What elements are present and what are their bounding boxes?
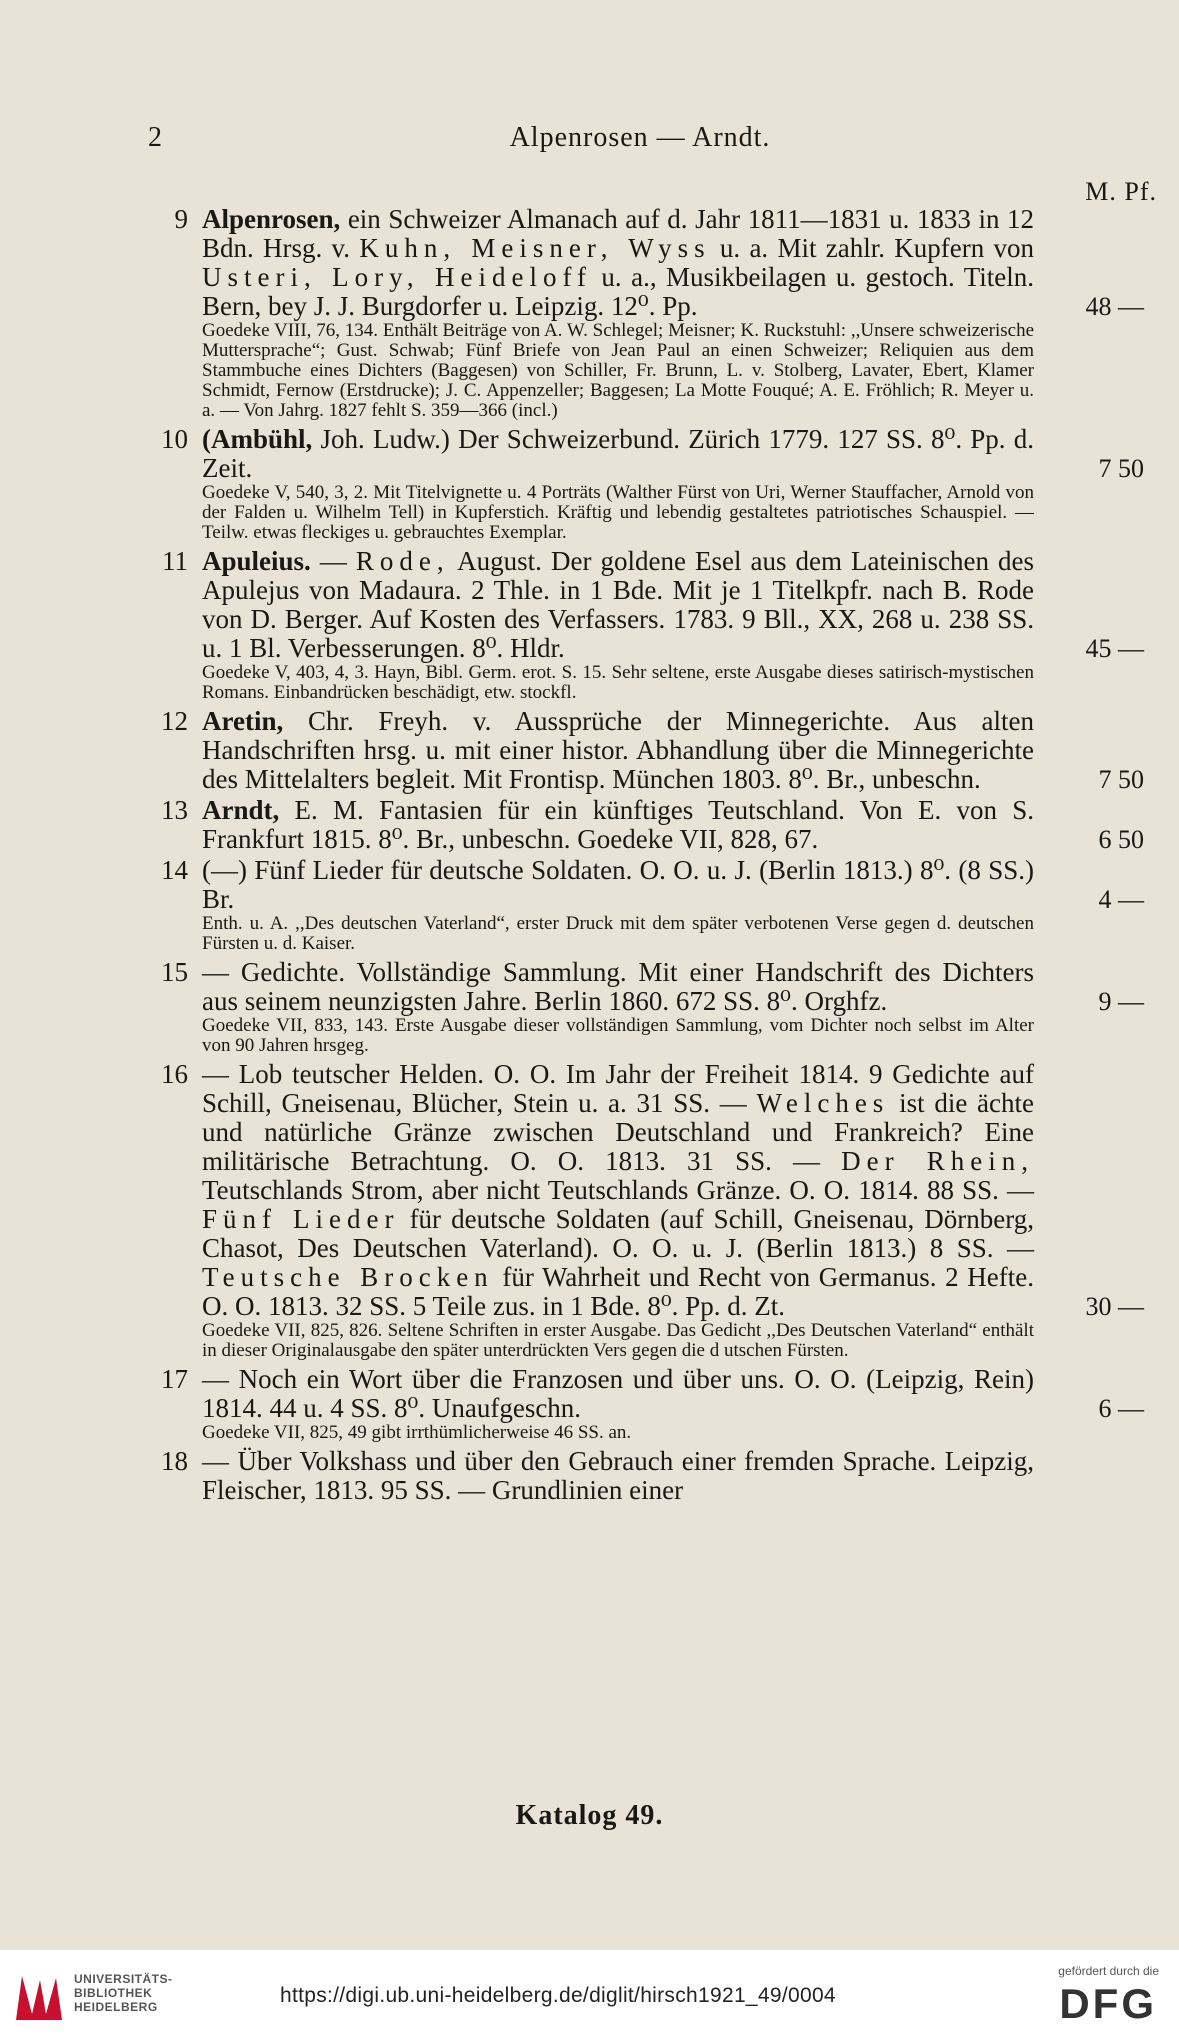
entry-description (202, 856, 1034, 914)
entry-number: 14 (161, 855, 188, 885)
catalog-entries (148, 205, 1144, 1507)
permalink-url[interactable]: https://digi.ub.uni-heidelberg.de/diglit/hirsch1921_49/0004 (280, 1984, 836, 2007)
entry-spaced-text: Rode, (355, 546, 450, 576)
entry-price: 7 50 (1098, 765, 1144, 794)
entry-description (202, 1447, 1034, 1505)
entry-text: für Wahrheit und Recht von Germanus. 2 Hefte. O. O. 1813. 32 SS. 5 Teile zus. in 1 Bde. 8⁰. Pp. d. Zt. (202, 1262, 1034, 1321)
entry-description (202, 958, 1034, 1016)
entry-text: — Über Volkshass und über den Gebrauch einer fremden Sprache. Leipzig, Fleischer, 1813. 95 SS. — Grundlinien einer (202, 1446, 1034, 1505)
page-number: 2 (148, 122, 162, 153)
entry-note: Goedeke VIII, 76, 134. Enthält Beiträge von A. W. Schlegel; Meisner; K. Ruckstuhl: ,,Unsere schweizerische Muttersprache“; Gust. Schwab; Fünf Briefe von Jean Paul an einen Schweizer; Reliquien aus dem Stammbuche eines Dichters (Baggesen) von Schiller, Fr. Brunn, L. v. Stolberg, Lavater, Ebert, Klamer Schmidt, Fernow (Erstdrucke); J. C. Appenzeller; Baggesen; La Motte Fouqué; A. E. Fröhlich; R. Meyer u. a. — Von Jahrg. 1827 fehlt S. 359—366 (incl.) (202, 320, 1034, 421)
catalog-entry (148, 425, 1144, 545)
entry-author: Aretin, (202, 706, 284, 736)
entry-price: 45 — (1085, 634, 1144, 663)
currency-label: M. Pf. (1085, 177, 1157, 206)
entry-note: Enth. u. A. ,,Des deutschen Vaterland“, erster Druck mit dem später verbotenen Verse gegen d. deutschen Fürsten u. d. Kaiser. (202, 913, 1034, 954)
catalog-label: Katalog 49. (515, 1800, 664, 1831)
entry-price: 30 — (1085, 1292, 1144, 1321)
entry-spaced-text: Usteri, Lory, Heideloff (202, 262, 593, 292)
funding-text: gefördert durch die (1058, 1964, 1159, 1978)
entry-description (202, 1060, 1034, 1321)
entry-note: Goedeke V, 540, 3, 2. Mit Titelvignette u. 4 Porträts (Walther Fürst von Uri, Werner Stauffacher, Arnold von der Falden u. Wilhelm Tell) in Kupferstich. Kräftig und lebendig gestaltetes patriotisches Schauspiel. — Teilw. etwas fleckiges u. gebrauchtes Exemplar. (202, 482, 1034, 543)
catalog-entry (148, 707, 1144, 794)
catalog-entry (148, 1060, 1144, 1363)
entry-text: ein Schweizer Almanach auf d. Jahr 1811—1831 u. 1833 in 12 Bdn. Hrsg. v. (202, 204, 1034, 263)
entry-text: ist die ächte und natürliche Gränze zwischen Deutschland und Frankreich? Eine militärische Betrachtung. O. O. 1813. 31 SS. — (202, 1088, 1034, 1176)
entry-spaced-text: Der Rhein, (841, 1146, 1034, 1176)
catalog-entry (148, 1365, 1144, 1445)
entry-number: 17 (161, 1364, 188, 1394)
entry-text: — (310, 546, 356, 576)
catalog-entry (148, 856, 1144, 956)
entry-author: Arndt, (202, 795, 280, 825)
entry-note: Goedeke VII, 825, 49 gibt irrthümlicherweise 46 SS. an. (202, 1422, 632, 1443)
entry-description (202, 796, 1034, 854)
entry-description (202, 205, 1034, 321)
entry-description (202, 1365, 1034, 1423)
entry-price: 48 — (1085, 292, 1144, 321)
catalog-entry (148, 205, 1144, 423)
university-library-logo-icon (12, 1970, 66, 2024)
library-line-3: HEIDELBERG (74, 2000, 158, 2014)
entry-price: 6 — (1098, 1394, 1144, 1423)
entry-author: Alpenrosen, (202, 204, 341, 234)
entry-description (202, 547, 1034, 663)
entry-author: (Ambühl, (202, 424, 313, 454)
library-line-1: UNIVERSITÄTS- (74, 1972, 173, 1986)
entry-number: 16 (161, 1059, 188, 1089)
entry-number: 12 (161, 706, 188, 736)
library-name (74, 1972, 173, 2014)
entry-price: 6 50 (1098, 825, 1144, 854)
entry-author: Apuleius. (202, 546, 311, 576)
viewer-footer (0, 1950, 1179, 2036)
entry-number: 9 (174, 204, 188, 234)
catalog-entry (148, 796, 1144, 854)
entry-price: 7 50 (1098, 454, 1144, 483)
entry-note: Goedeke VII, 833, 143. Erste Ausgabe dieser vollständigen Sammlung, vom Dichter noch selbst im Alter von 90 Jahren hrsgeg. (202, 1015, 1034, 1056)
entry-spaced-text: Teutsche Brocken (202, 1262, 494, 1292)
entry-price: 4 — (1098, 885, 1144, 914)
entry-price: 9 — (1098, 987, 1144, 1016)
entry-text: u. a., Musikbeilagen u. gestoch. Titeln. Bern, bey J. J. Burgdorfer u. Leipzig. 12⁰. Pp. (202, 262, 1034, 321)
entry-number: 18 (161, 1446, 188, 1476)
entry-text: August. Der goldene Esel aus dem Lateinischen des Apulejus von Madaura. 2 Thle. in 1 Bde. Mit je 1 Titelkpfr. nach B. Rode von D. Berger. Auf Kosten des Verfassers. 1783. 9 Bll., XX, 268 u. 238 SS. u. 1 Bl. Verbesserungen. 8⁰. Hldr. (202, 546, 1035, 663)
catalog-entry (148, 958, 1144, 1058)
entry-text: Teutschlands Strom, aber nicht Teutschlands Gränze. O. O. 1814. 88 SS. — (202, 1175, 1034, 1205)
running-title: Alpenrosen — Arndt. (509, 122, 771, 153)
entry-spaced-text: Fünf Lieder (202, 1204, 400, 1234)
entry-text: für deutsche Soldaten (auf Schill, Gneisenau, Dörnberg, Chasot, Des Deutschen Vaterland). O. O. u. J. (Berlin 1813.) 8 SS. — (202, 1204, 1034, 1263)
library-line-2: BIBLIOTHEK (74, 1986, 153, 2000)
catalog-entry (148, 547, 1144, 705)
entry-text: Chr. Freyh. v. Aussprüche der Minnegerichte. Aus alten Handschriften hrsg. u. mit einer histor. Abhandlung über die Minnegerichte des Mittelalters begleit. Mit Frontisp. München 1803. 8⁰. Br., unbeschn. (202, 706, 1034, 794)
entry-text: u. a. Mit zahlr. Kupfern von (710, 233, 1034, 263)
entry-text: — Lob teutscher Helden. O. O. Im Jahr der Freiheit 1814. 9 Gedichte auf Schill, Gneisenau, Blücher, Stein u. a. 31 SS. — (202, 1059, 1034, 1118)
page-header (140, 122, 1140, 162)
dfg-logo: DFG (1059, 1980, 1157, 2027)
entry-number: 10 (161, 424, 188, 454)
entry-number: 13 (161, 795, 188, 825)
catalog-entry (148, 1447, 1144, 1505)
entry-text: (—) Fünf Lieder für deutsche Soldaten. O. O. u. J. (Berlin 1813.) 8⁰. (8 SS.) Br. (202, 855, 1034, 914)
entry-spaced-text: Welches (756, 1088, 890, 1118)
entry-note: Goedeke VII, 825, 826. Seltene Schriften in erster Ausgabe. Das Gedicht ,,Des Deutschen Vaterland“ enthält in dieser Originalausgabe den später unterdrückten Vers gegen die d utschen Fürsten. (202, 1320, 1034, 1361)
entry-text: E. M. Fantasien für ein künftiges Teutschland. Von E. von S. Frankfurt 1815. 8⁰. Br., unbeschn. Goedeke VII, 828, 67. (202, 795, 1034, 854)
entry-text: Joh. Ludw.) Der Schweizerbund. Zürich 1779. 127 SS. 8⁰. Pp. d. Zeit. (202, 424, 1034, 483)
entry-number: 15 (161, 957, 188, 987)
entry-text: — Noch ein Wort über die Franzosen und über uns. O. O. (Leipzig, Rein) 1814. 44 u. 4 SS. 8⁰. Unaufgeschn. (202, 1364, 1034, 1423)
entry-description (202, 707, 1034, 794)
entry-text: — Gedichte. Vollständige Sammlung. Mit einer Handschrift des Dichters aus seinem neunzigsten Jahre. Berlin 1860. 672 SS. 8⁰. Orghfz. (202, 957, 1034, 1016)
entry-spaced-text: Kuhn, Meisner, Wyss (359, 233, 711, 263)
entry-number: 11 (162, 546, 188, 576)
entry-note: Goedeke V, 403, 4, 3. Hayn, Bibl. Germ. erot. S. 15. Sehr seltene, erste Ausgabe dieses satirisch-mystischen Romans. Einbandrücken beschädigt, etw. stockfl. (202, 662, 1034, 703)
entry-description (202, 425, 1034, 483)
